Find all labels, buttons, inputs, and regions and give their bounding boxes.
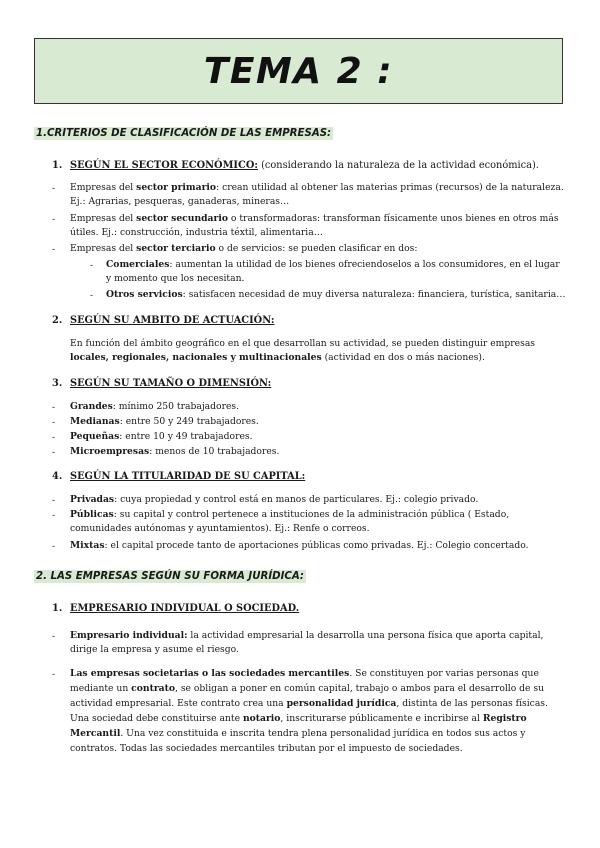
section-heading-1: 1.CRITERIOS DE CLASIFICACIÓN DE LAS EMPRESAS: [36, 128, 332, 139]
subheading-empresario: 1. EMPRESARIO INDIVIDUAL O SOCIEDAD. [52, 603, 300, 614]
subheading-titularidad: 4. SEGÚN LA TITULARIDAD DE SU CAPITAL: [52, 471, 306, 482]
paragraph-line: mediante un contrato, se obligan a poner en común capital, trabajo o ambos para el desarrollo de su [70, 683, 545, 694]
bullet-dash: - [90, 260, 94, 271]
list-item: Mixtas: el capital procede tanto de aportaciones públicas como privadas. Ej.: Colegio concertado. [70, 540, 529, 551]
subheading-note: (considerando la naturaleza de la actividad económica). [257, 160, 539, 171]
subheading-text: SEGÚN EL SECTOR ECONÓMICO: [70, 160, 258, 171]
bullet-dash: - [52, 541, 56, 552]
bullet-dash: - [52, 244, 56, 255]
bullet-dash: - [52, 447, 56, 458]
list-item-cont: comunidades autónomas y ayuntamientos). Ej.: Renfe o correos. [70, 523, 370, 534]
bullet-dash: - [52, 495, 56, 506]
list-item-cont: Ej.: Agrarias, pesqueras, ganaderas, mineras… [70, 196, 290, 207]
section-heading-2: 2. LAS EMPRESAS SEGÚN SU FORMA JURÍDICA: [36, 571, 304, 582]
paragraph-line: locales, regionales, nacionales y multinacionales (actividad en dos o más naciones). [70, 352, 485, 363]
title-box [34, 38, 563, 104]
list-item: Grandes: mínimo 250 trabajadores. [70, 401, 240, 412]
list-item: Privadas: cuya propiedad y control está en manos de particulares. Ej.: colegio privado. [70, 494, 479, 505]
subheading-ambito: 2. SEGÚN SU AMBITO DE ACTUACIÓN: [52, 315, 275, 326]
bullet-dash: - [52, 669, 56, 680]
paragraph-line: Las empresas societarias o las sociedades mercantiles. Se constituyen por varias personas que [70, 668, 539, 679]
list-item-cont: útiles. Ej.: construcción, industria téxtil, alimentaria… [70, 227, 323, 238]
paragraph-line: contratos. Todas las sociedades mercantiles tributan por el impuesto de sociedades. [70, 743, 463, 754]
bullet-dash: - [52, 510, 56, 521]
bullet-dash: - [52, 402, 56, 413]
nested-item: Comerciales: aumentan la utilidad de los bienes ofreciendoselos a los consumidores, en el lugar [106, 259, 560, 270]
paragraph-line: dirige la empresa y asume el riesgo. [70, 644, 239, 655]
page-title: TEMA 2 : [203, 50, 394, 92]
list-item: Microempresas: menos de 10 trabajadores. [70, 446, 280, 457]
paragraph-line: Una sociedad debe constituirse ante notario, inscriturarse públicamente e incribirse al Registro [70, 713, 527, 724]
subheading-sector [52, 160, 539, 171]
paragraph-line: Mercantil. Una vez constituida e inscrita tendra plena personalidad jurídica en todos sus actos y [70, 728, 526, 739]
nested-item-cont: y momento que los necesitan. [106, 273, 245, 284]
bullet-dash: - [52, 183, 56, 194]
bullet-dash: - [52, 417, 56, 428]
list-item: Públicas: su capital y control pertenece a instituciones de la administración pública ( Estado, [70, 509, 510, 520]
bullet-dash: - [52, 631, 56, 642]
bullet-dash: - [90, 290, 94, 301]
paragraph-line: En función del ámbito geográfico en el que desarrollan su actividad, se pueden distinguir empresas [70, 338, 536, 349]
bullet-dash: - [52, 432, 56, 443]
list-item: Empresas del sector terciario o de servicios: se pueden clasificar en dos: [70, 243, 418, 254]
list-item: Empresas del sector secundario o transformadoras: transforman físicamente unos bienes en otros más [70, 213, 559, 224]
list-item: Empresas del sector primario: crean utilidad al obtener las materias primas (recursos) de la naturaleza. [70, 182, 564, 193]
paragraph-line: actividad empresarial. Este contrato crea una personalidad jurídica, distinta de las personas físicas. [70, 698, 548, 709]
list-item: Medianas: entre 50 y 249 trabajadores. [70, 416, 259, 427]
nested-item: Otros servicios: satisfacen necesidad de muy diversa naturaleza: financiera, turística, sanitaria… [106, 289, 566, 300]
subheading-number: 1. [52, 160, 63, 171]
list-item: Pequeñas: entre 10 y 49 trabajadores. [70, 431, 253, 442]
bullet-dash: - [52, 214, 56, 225]
subheading-tamano: 3. SEGÚN SU TAMAÑO O DIMENSIÓN: [52, 378, 272, 389]
paragraph-line: Empresario individual: la actividad empresarial la desarrolla una persona física que aporta capital, [70, 630, 544, 641]
